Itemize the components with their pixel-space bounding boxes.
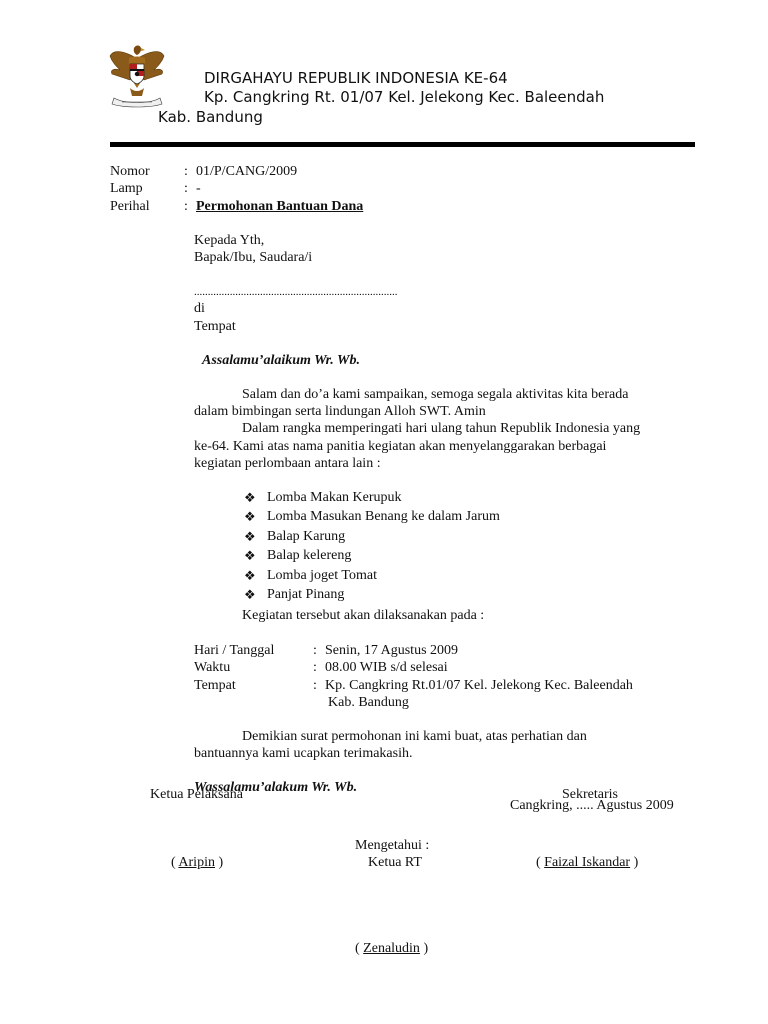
paren-close: )	[633, 855, 639, 870]
body-p2b: ke-64. Kami atas nama panitia kegiatan akan menyelanggarakan berbagai	[194, 439, 607, 454]
body-p2c: kegiatan perlombaan antara lain :	[194, 456, 381, 471]
waktu-label: Waktu	[194, 660, 231, 675]
body-p1a: Salam dan do’a kami sampaikan, semoga segala aktivitas kita berada	[242, 387, 629, 402]
tempat-label: Tempat	[194, 678, 236, 693]
activity-item: Balap Karung	[267, 529, 346, 544]
body-p1b: dalam bimbingan serta lindungan Alloh SWT. Amin	[194, 404, 486, 419]
address-tempat: Tempat	[194, 319, 236, 334]
activity-item: Lomba Masukan Benang ke dalam Jarum	[267, 509, 500, 524]
body-p2a: Dalam rangka memperingati hari ulang tahun Republik Indonesia yang	[242, 421, 641, 436]
garuda-emblem-logo	[106, 44, 168, 110]
activity-item: Panjat Pinang	[267, 587, 345, 602]
bullet-icon: ❖	[244, 587, 256, 602]
signature-aripin	[171, 854, 223, 871]
bullet-icon: ❖	[244, 568, 256, 583]
activity-item: Balap kelereng	[267, 548, 352, 563]
activity-item: Lomba joget Tomat	[267, 568, 377, 583]
schedule-intro: Kegiatan tersebut akan dilaksanakan pada :	[242, 608, 485, 623]
closing-line2: bantuannya kami ucapkan terimakasih.	[194, 746, 413, 761]
header-city: Kab. Bandung	[158, 108, 263, 126]
ketua-rt-title: Ketua RT	[368, 855, 422, 870]
signatory-name: Faizal Iskandar	[544, 855, 631, 870]
lamp-label: Lamp	[110, 181, 143, 196]
header-title: DIRGAHAYU REPUBLIK INDONESIA KE-64	[204, 69, 508, 87]
mengetahui-label: Mengetahui :	[355, 838, 430, 853]
nomor-label: Nomor	[110, 164, 150, 179]
hari-value: Senin, 17 Agustus 2009	[325, 643, 459, 658]
activity-item: Lomba Makan Kerupuk	[267, 490, 402, 505]
paren-close: )	[423, 941, 429, 956]
paren-open: (	[355, 941, 360, 956]
address-kepada: Kepada Yth,	[194, 233, 265, 248]
tempat-value: Kp. Cangkring Rt.01/07 Kel. Jelekong Kec. Baleendah	[325, 678, 633, 693]
address-bapak: Bapak/Ibu, Saudara/i	[194, 250, 313, 265]
bullet-icon: ❖	[244, 509, 256, 524]
wassalam: Wassalamu’alakum Wr. Wb.	[194, 780, 358, 795]
header-address: Kp. Cangkring Rt. 01/07 Kel. Jelekong Kec. Baleendah	[204, 88, 605, 106]
hari-label: Hari / Tanggal	[194, 643, 275, 658]
address-di: di	[194, 301, 205, 316]
tempat-value-city: Kab. Bandung	[328, 695, 409, 710]
bullet-icon: ❖	[244, 490, 256, 505]
waktu-value: 08.00 WIB s/d selesai	[325, 660, 448, 675]
signatory-name: Zenaludin	[363, 941, 420, 956]
closing-line1: Demikian surat permohonan ini kami buat, atas perhatian dan	[242, 729, 587, 744]
tempat-colon: :	[313, 678, 317, 693]
signature-faizal	[536, 854, 638, 871]
paren-open: (	[171, 855, 176, 870]
signatory-name: Aripin	[178, 855, 215, 870]
bullet-icon: ❖	[244, 529, 256, 544]
perihal-value: Permohonan Bantuan Dana	[196, 199, 364, 214]
ketua-pelaksana-title: Ketua Pelaksana	[150, 787, 243, 802]
header-divider	[110, 142, 695, 147]
address-dots: ..........................................................................	[194, 286, 398, 298]
perihal-colon: :	[184, 199, 188, 214]
perihal-label: Perihal	[110, 199, 150, 214]
lamp-value: -	[196, 181, 201, 196]
hari-colon: :	[313, 643, 317, 658]
paren-open: (	[536, 855, 541, 870]
bullet-icon: ❖	[244, 548, 256, 563]
waktu-colon: :	[313, 660, 317, 675]
signature-zenaludin	[355, 940, 428, 957]
sekretaris-title: Sekretaris	[562, 787, 618, 802]
paren-close: )	[218, 855, 224, 870]
letter-date: Cangkring, ..... Agustus 2009	[510, 798, 674, 813]
nomor-colon: :	[184, 164, 188, 179]
greeting: Assalamu’alaikum Wr. Wb.	[202, 353, 360, 368]
lamp-colon: :	[184, 181, 188, 196]
nomor-value: 01/P/CANG/2009	[196, 164, 298, 179]
